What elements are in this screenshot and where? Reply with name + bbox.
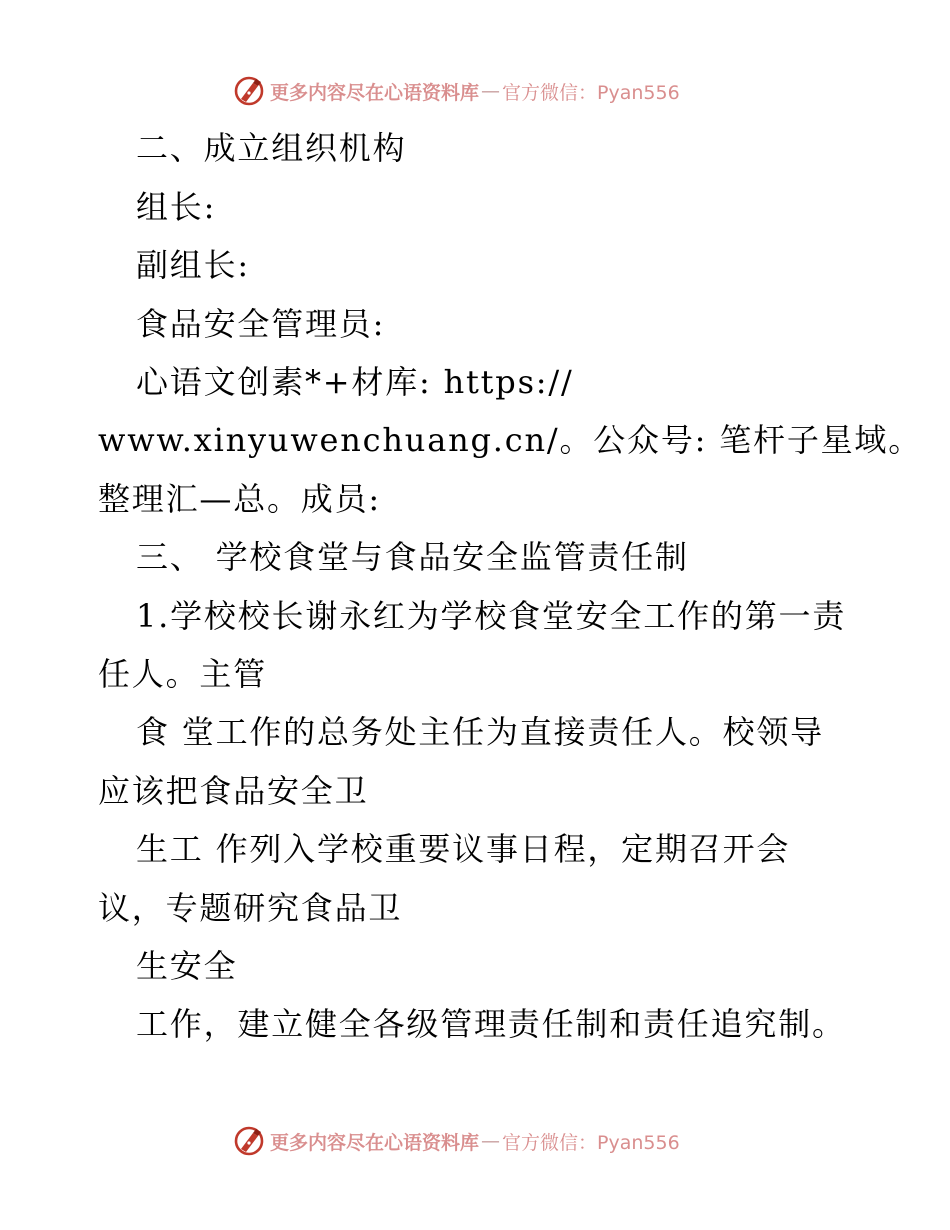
- watermark-wechat: 官方微信：Pyan556: [502, 1131, 680, 1154]
- text-line: 应该把食品安全卫: [98, 772, 369, 810]
- text-line: 整理汇—总。成员:: [98, 480, 381, 518]
- watermark-text: 更多内容尽在心语资料库: [270, 1131, 480, 1154]
- text-line: www.xinyuwenchuang.cn/。公众号: 笔杆子星域。: [98, 421, 923, 459]
- text-line: 副组长:: [136, 246, 250, 284]
- watermark-text: 更多内容尽在心语资料库: [270, 81, 480, 104]
- text-line: 1.学校校长谢永红为学校食堂安全工作的第一责: [136, 597, 847, 635]
- text-line: 任人。主管: [98, 655, 268, 693]
- text-line: 食品安全管理员:: [136, 305, 386, 343]
- watermark-header: [232, 74, 680, 108]
- text-line: 心语文创素*+材库: https://: [136, 363, 574, 401]
- text-line: 生工 作列入学校重要议事日程，定期召开会: [136, 830, 791, 868]
- text-line: 工作，建立健全各级管理责任制和责任追究制。: [136, 1005, 846, 1043]
- pen-nib-circle-icon: [232, 1124, 266, 1158]
- section-heading-responsibility: 三、 学校食堂与食品安全监管责任制: [136, 538, 689, 576]
- pen-nib-circle-icon: [232, 74, 266, 108]
- text-line: 组长:: [136, 188, 217, 226]
- text-line: 生安全: [136, 947, 238, 985]
- text-line: 议，专题研究食品卫: [98, 889, 403, 927]
- text-line: 食 堂工作的总务处主任为直接责任人。校领导: [136, 713, 824, 751]
- watermark-wechat: 官方微信：Pyan556: [502, 81, 680, 104]
- watermark-dash: —: [481, 80, 501, 102]
- watermark-footer: [232, 1124, 680, 1158]
- section-heading-organization: 二、成立组织机构: [136, 129, 407, 167]
- watermark-dash: —: [481, 1130, 501, 1152]
